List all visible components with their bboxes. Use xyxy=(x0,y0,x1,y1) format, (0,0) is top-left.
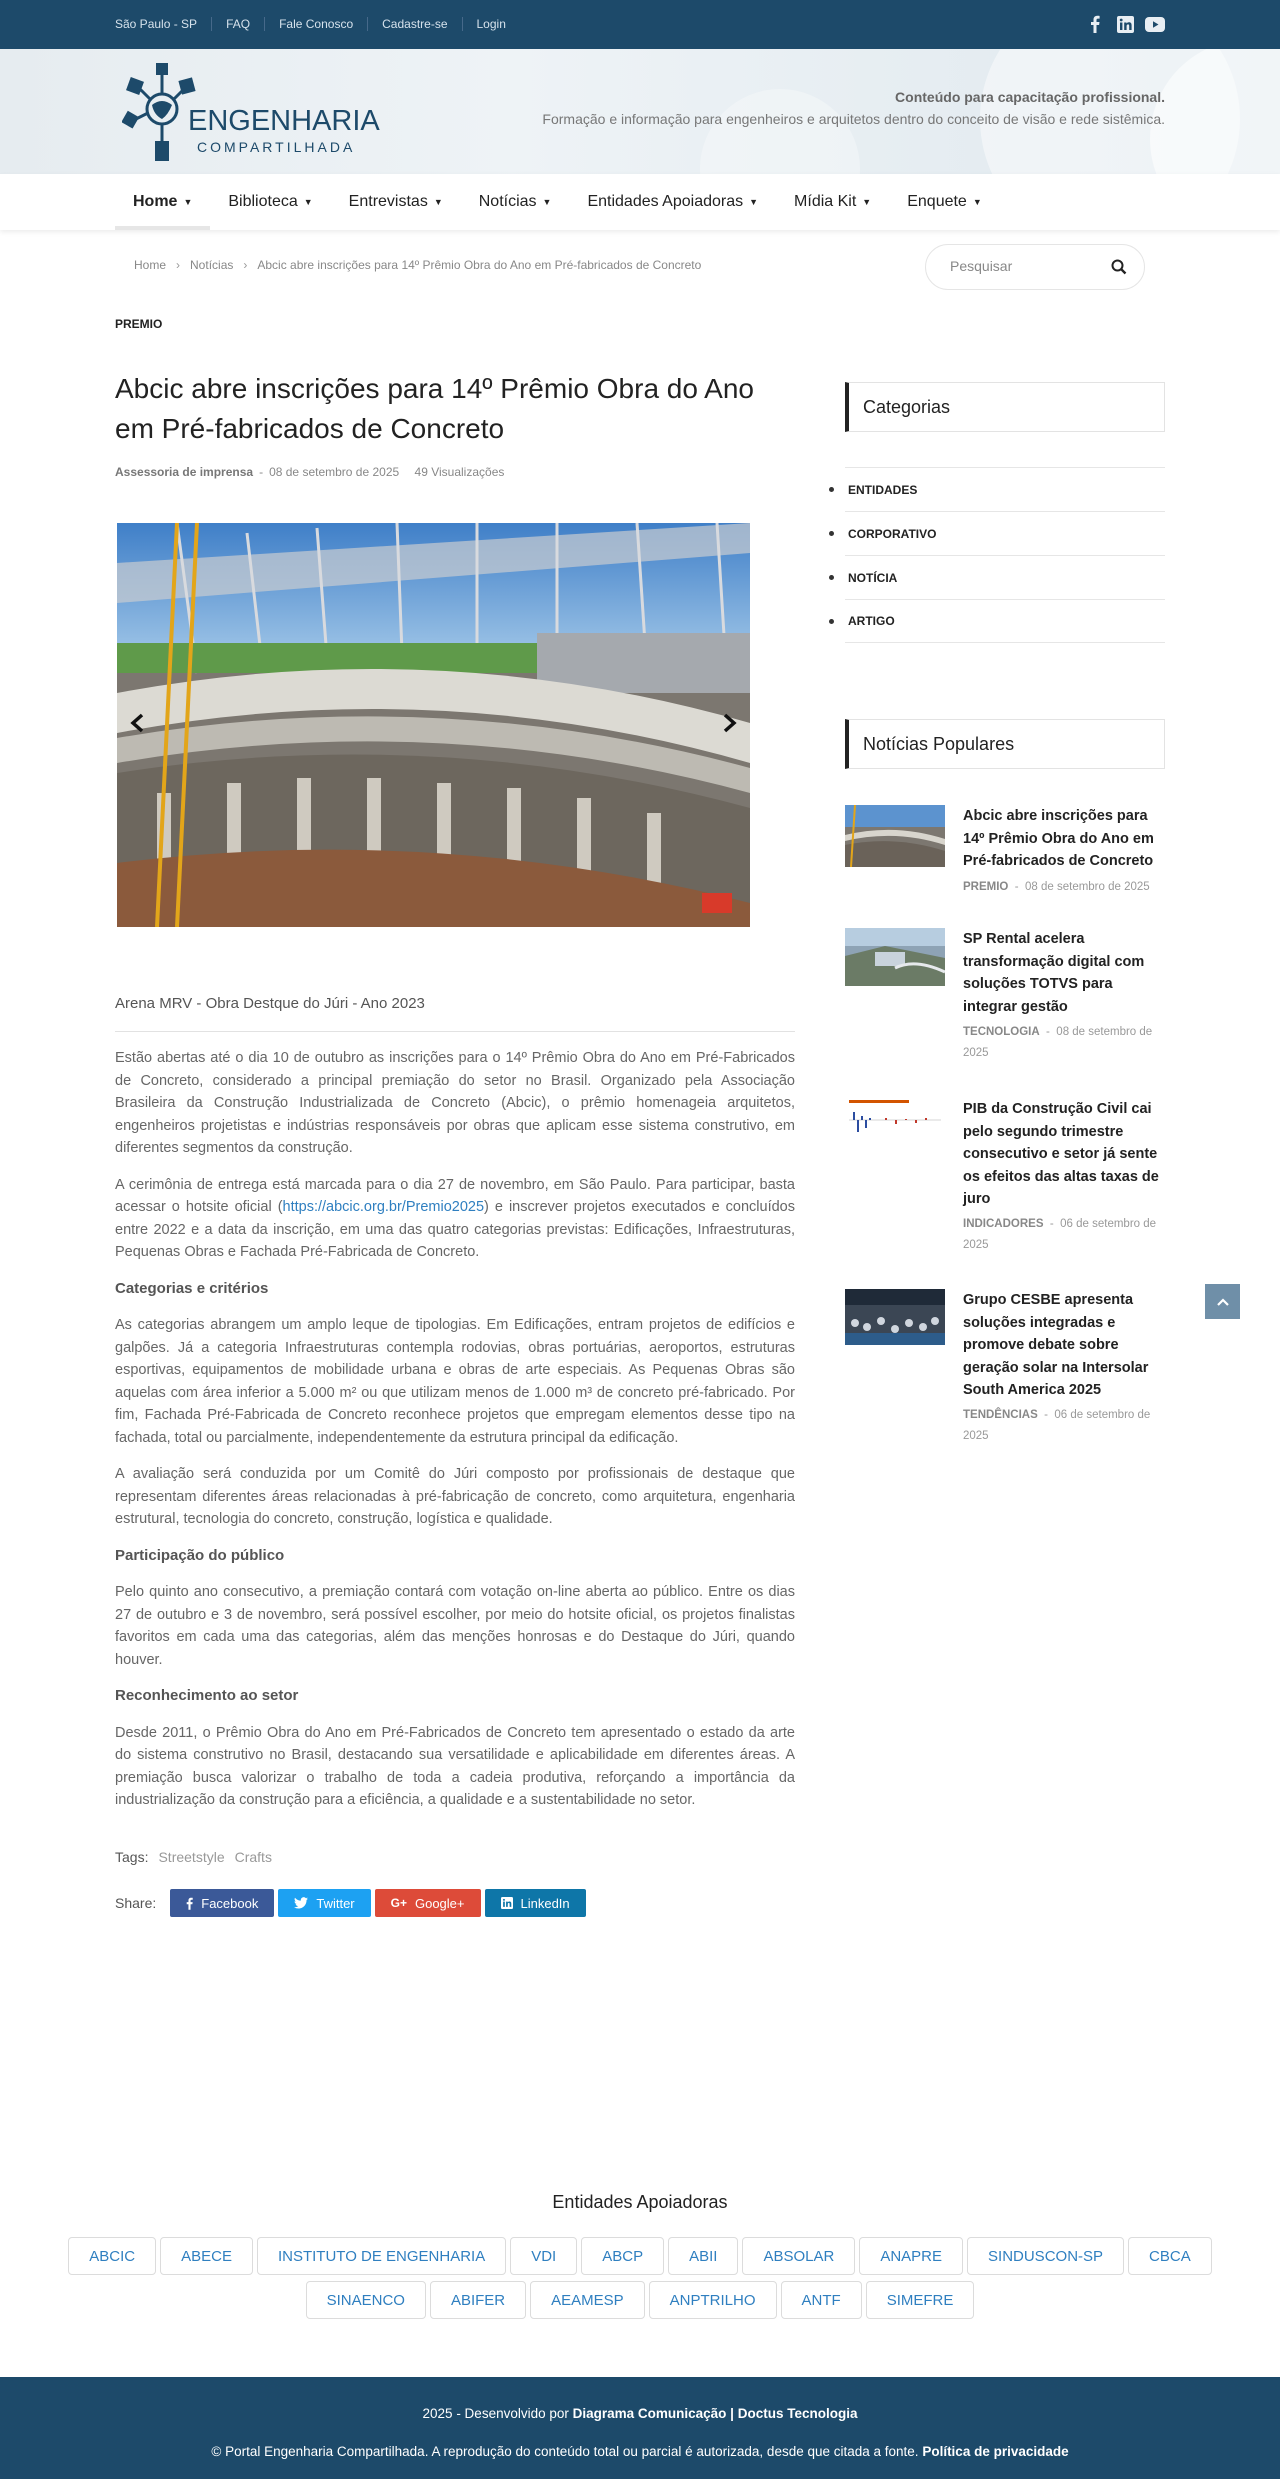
popular-date: 08 de setembro de 2025 xyxy=(963,1026,1153,1059)
breadcrumb-current: Abcic abre inscrições para 14º Prêmio Obra do Ano em Pré-fabricados de Concreto xyxy=(257,258,702,272)
popular-meta: TECNOLOGIA - 08 de setembro de 2025 xyxy=(963,1026,1153,1059)
logo-text-sub: COMPARTILHADA xyxy=(197,139,356,155)
popular-thumbnail[interactable] xyxy=(845,1289,945,1345)
category-label: CORPORATIVO xyxy=(848,526,937,541)
paragraph-text: A cerimônia de entrega está marcada para o dia 27 de novembro, em São Paulo. Para participar, basta acessar o hotsite oficial ( xyxy=(115,1176,795,1215)
share-button-label: LinkedIn xyxy=(520,1895,570,1911)
paragraph-text: ) e inscrever projetos executados e concluídos entre 2022 e a data da inscrição, em uma das quatro categorias previstas: Edificações, Infraestruturas, Pequenas Obras e Fachada Pré-Fabricada de Concreto. xyxy=(115,1199,795,1260)
bullet-icon xyxy=(829,575,834,580)
share-google-button[interactable] xyxy=(375,1889,481,1917)
entity-button[interactable]: ABIFER xyxy=(430,2281,526,2319)
entity-button[interactable]: ANTF xyxy=(781,2281,862,2319)
chevron-right-icon: › xyxy=(176,258,181,272)
entity-button[interactable]: SINDUSCON-SP xyxy=(967,2237,1124,2275)
tagline-bold: Conteúdo para capacitação profissional. xyxy=(895,89,1165,105)
entity-button[interactable]: AEAMESP xyxy=(530,2281,645,2319)
popular-category[interactable]: INDICADORES xyxy=(963,1218,1044,1230)
share-label: Share: xyxy=(115,1895,157,1911)
back-to-top-button[interactable] xyxy=(1205,1284,1240,1319)
breadcrumb-home[interactable]: Home xyxy=(134,258,167,272)
top-link-login[interactable]: Login xyxy=(462,17,520,31)
nav-item-label: Biblioteca xyxy=(228,193,298,210)
slider-next-button[interactable] xyxy=(718,708,742,738)
popular-category[interactable]: TECNOLOGIA xyxy=(963,1026,1040,1038)
facebook-icon[interactable] xyxy=(1085,14,1105,34)
chevron-down-icon: ▼ xyxy=(862,197,872,207)
popular-meta: TENDÊNCIAS - 06 de setembro de 2025 xyxy=(963,1409,1151,1442)
entity-button[interactable]: ABSOLAR xyxy=(742,2237,855,2275)
chevron-down-icon: ▼ xyxy=(183,197,193,207)
category-item[interactable] xyxy=(845,555,1165,599)
category-item[interactable] xyxy=(845,511,1165,555)
chevron-down-icon: ▼ xyxy=(749,197,759,207)
footer-credits xyxy=(0,2406,1280,2421)
bullet-icon xyxy=(829,487,834,492)
entity-button[interactable]: VDI xyxy=(510,2237,577,2275)
google-plus-icon: G+ xyxy=(390,1896,407,1910)
logo-text-main: ENGENHARIA xyxy=(188,105,380,137)
article-paragraph xyxy=(115,1174,795,1264)
popular-title[interactable]: Grupo CESBE apresenta soluções integradas e promove debate sobre geração solar na Intersolar South America 2025 xyxy=(963,1292,1149,1398)
article-image-slider[interactable] xyxy=(117,523,750,927)
nav-item-biblioteca[interactable] xyxy=(210,174,330,230)
youtube-icon[interactable] xyxy=(1145,14,1165,34)
nav-item-label: Home xyxy=(133,193,178,210)
entity-button[interactable]: ANAPRE xyxy=(859,2237,963,2275)
hotsite-link[interactable]: https://abcic.org.br/Premio2025 xyxy=(282,1199,485,1215)
article-body xyxy=(115,1047,795,1826)
article-meta xyxy=(115,465,504,479)
popular-date: 06 de setembro de 2025 xyxy=(963,1409,1151,1442)
footer-developer-link[interactable]: Diagrama Comunicação | Doctus Tecnologia xyxy=(572,2406,858,2421)
article-category[interactable]: PREMIO xyxy=(115,317,163,331)
social-links xyxy=(1085,14,1165,34)
footer-text: © Portal Engenharia Compartilhada. A reprodução do conteúdo total ou parcial é autorizada, desde que citada a fonte. xyxy=(211,2444,923,2459)
image-caption: Arena MRV - Obra Destque do Júri - Ano 2023 xyxy=(115,995,425,1012)
tagline-text: Formação e informação para engenheiros e arquitetos dentro do conceito de visão e rede sistêmica. xyxy=(542,111,1165,127)
nav-item-label: Mídia Kit xyxy=(794,193,857,210)
top-link-contact[interactable]: Fale Conosco xyxy=(264,17,367,31)
entity-button[interactable]: ANPTRILHO xyxy=(649,2281,777,2319)
twitter-icon xyxy=(294,1897,308,1909)
bullet-icon xyxy=(829,619,834,624)
search-icon[interactable] xyxy=(1110,258,1130,278)
footer-copyright xyxy=(0,2444,1280,2459)
tags-label: Tags: xyxy=(115,1849,149,1865)
share-bar xyxy=(115,1889,586,1917)
top-links xyxy=(115,17,520,31)
share-button-label: Twitter xyxy=(316,1895,355,1911)
breadcrumb xyxy=(134,258,701,272)
entities-title: Entidades Apoiadoras xyxy=(552,2192,728,2212)
section-heading: Reconhecimento ao setor xyxy=(115,1687,299,1704)
article-paragraph: A avaliação será conduzida por um Comitê do Júri composto por profissionais de destaque que representam diferentes áreas relacionadas à pré-fabricação de concreto, como arquitetura, engenharia estrutural, tecnologia do concreto, construção, logística e qualidade. xyxy=(115,1466,795,1527)
top-link-faq[interactable]: FAQ xyxy=(211,17,264,31)
search-input[interactable] xyxy=(950,258,1100,274)
nav-item-noticias[interactable] xyxy=(461,174,570,230)
chevron-down-icon: ▼ xyxy=(303,197,313,207)
linkedin-icon[interactable] xyxy=(1115,14,1135,34)
article-paragraph: Pelo quinto ano consecutivo, a premiação contará com votação on-line aberta ao público. Entre os dias 27 de outubro e 3 de novembro, será possível escolher, por meio do hotsite oficial, os projetos finalistas favoritos em cada uma das categorias, além das menções honrosas e do Destaque do Júri, quando houver. xyxy=(115,1584,795,1668)
entity-button[interactable]: CBCA xyxy=(1128,2237,1212,2275)
chevron-down-icon: ▼ xyxy=(972,197,982,207)
article-paragraph: Estão abertas até o dia 10 de outubro as inscrições para o 14º Prêmio Obra do Ano em Pré-Fabricados de Concreto, considerado a principal premiação do setor no Brasil. Organizado pela Associação Brasileira da Construção Industrializada de Concreto (Abcic), o prêmio homenageia arquitetos, engenheiros projetistas e indústrias responsáveis por obras que aplicam esse sistema construtivo, em diferentes segmentos da construção. xyxy=(115,1050,795,1156)
top-link-location[interactable]: São Paulo - SP xyxy=(115,17,198,31)
category-item[interactable] xyxy=(845,467,1165,511)
chevron-right-icon: › xyxy=(243,258,248,272)
site-logo[interactable] xyxy=(122,61,380,161)
stadium-construction-image xyxy=(117,523,750,927)
header-tagline xyxy=(542,89,1165,127)
share-facebook-button[interactable] xyxy=(170,1889,274,1917)
tag-link[interactable]: Crafts xyxy=(234,1849,272,1865)
meta-separator: - xyxy=(259,465,264,479)
popular-title[interactable]: Abcic abre inscrições para 14º Prêmio Obra do Ano em Pré-fabricados de Concreto xyxy=(963,808,1154,869)
article-author[interactable]: Assessoria de imprensa xyxy=(115,465,254,479)
nav-item-label: Entrevistas xyxy=(348,193,428,210)
site-header xyxy=(0,49,1280,174)
entity-button[interactable]: SINAENCO xyxy=(306,2281,426,2319)
tag-link[interactable]: Streetstyle xyxy=(158,1849,225,1865)
article-paragraph: As categorias abrangem um amplo leque de tipologias. Em Edificações, entram projetos de edifícios e galpões. Já a categoria Infraestruturas contempla rodovias, obras portuárias, aeroportos, estruturas esportivas, equipamentos de mobilidade urbana e obras de arte especiais. As Pequenas Obras são aquelas com área inferior a 5.000 m² ou que utilizam menos de 1.000 m³ de concreto pré-fabricado. Por fim, Fachada Pré-Fabricada de Concreto reconhece projetos que empregam elementos desse tipo na fachada, total ou parcialmente, independentemente da estrutura principal da edificação. xyxy=(115,1317,795,1446)
categories-widget-title: Categorias xyxy=(845,382,1165,432)
nav-item-entidades[interactable] xyxy=(569,174,776,230)
nav-item-label: Enquete xyxy=(907,193,967,210)
popular-thumbnail[interactable] xyxy=(845,928,945,986)
article-paragraph: Desde 2011, o Prêmio Obra do Ano em Pré-Fabricados de Concreto tem apresentado o estado da arte do sistema construtivo no Brasil, destacando sua versatilidade e aplicabilidade em diferentes áreas. A premiação busca valorizar o trabalho de toda a cadeia produtiva, reforçando a importância da industrialização da construção para a eficiência, a qualidade e a sustentabilidade no setor. xyxy=(115,1724,795,1808)
nav-item-enquete[interactable] xyxy=(889,174,1000,230)
nav-item-label: Entidades Apoiadoras xyxy=(587,193,744,210)
popular-title[interactable]: SP Rental acelera transformação digital com soluções TOTVS para integrar gestão xyxy=(963,931,1145,1015)
chevron-up-icon xyxy=(1217,1298,1229,1306)
category-label: ENTIDADES xyxy=(848,482,918,497)
popular-category[interactable]: TENDÊNCIAS xyxy=(963,1409,1038,1421)
bullet-icon xyxy=(829,531,834,536)
top-bar xyxy=(0,0,1280,49)
categories-list xyxy=(845,467,1165,643)
entity-button[interactable]: INSTITUTO DE ENGENHARIA xyxy=(257,2237,506,2275)
popular-widget-title: Notícias Populares xyxy=(845,719,1165,769)
share-button-label: Facebook xyxy=(201,1895,259,1911)
article-date: 08 de setembro de 2025 xyxy=(269,465,400,479)
meta-spacer xyxy=(405,465,408,479)
article-title: Abcic abre inscrições para 14º Prêmio Obra do Ano em Pré-fabricados de Concreto xyxy=(115,373,754,444)
popular-item[interactable] xyxy=(845,1289,1165,1459)
popular-meta: PREMIO - 08 de setembro de 2025 xyxy=(963,881,1150,893)
privacy-policy-link[interactable]: Política de privacidade xyxy=(922,2444,1069,2459)
share-linkedin-button[interactable] xyxy=(485,1889,586,1917)
category-label: NOTÍCIA xyxy=(848,570,898,585)
top-link-register[interactable]: Cadastre-se xyxy=(367,17,461,31)
popular-date: 06 de setembro de 2025 xyxy=(963,1218,1157,1251)
chevron-down-icon: ▼ xyxy=(433,197,443,207)
popular-item[interactable] xyxy=(845,805,1165,905)
nav-item-label: Notícias xyxy=(478,193,537,210)
popular-item[interactable] xyxy=(845,928,1165,1068)
search-box xyxy=(925,244,1145,290)
article-views: 49 Visualizações xyxy=(414,465,505,479)
nav-item-midia-kit[interactable] xyxy=(776,174,889,230)
entities-list xyxy=(60,2237,1220,2319)
popular-title[interactable]: PIB da Construção Civil cai pelo segundo trimestre consecutivo e setor já sente os efeitos das altas taxas de juro xyxy=(963,1101,1159,1207)
section-heading: Categorias e critérios xyxy=(115,1279,269,1297)
category-item[interactable] xyxy=(845,599,1165,643)
category-label: ARTIGO xyxy=(848,614,895,628)
entity-button[interactable]: ABECE xyxy=(160,2237,253,2275)
popular-date: 08 de setembro de 2025 xyxy=(1025,881,1150,893)
facebook-icon xyxy=(186,1897,193,1910)
entity-button[interactable]: ABCP xyxy=(581,2237,664,2275)
site-footer xyxy=(0,2377,1280,2479)
popular-thumbnail[interactable] xyxy=(845,1098,945,1142)
share-button-label: Google+ xyxy=(414,1895,465,1911)
article-tags xyxy=(115,1849,272,1865)
entity-button[interactable]: ABII xyxy=(668,2237,738,2275)
linkedin-icon xyxy=(501,1897,513,1909)
nav-item-entrevistas[interactable] xyxy=(331,174,461,230)
entity-button[interactable]: SIMEFRE xyxy=(866,2281,975,2319)
popular-meta: INDICADORES - 06 de setembro de 2025 xyxy=(963,1218,1157,1251)
footer-text: 2025 - Desenvolvido por xyxy=(422,2406,573,2421)
caption-divider xyxy=(115,1031,795,1032)
nav-item-home[interactable] xyxy=(115,174,210,230)
popular-item[interactable] xyxy=(845,1098,1165,1268)
main-nav xyxy=(0,174,1280,230)
breadcrumb-noticias[interactable]: Notícias xyxy=(190,258,234,272)
popular-category[interactable]: PREMIO xyxy=(963,881,1009,893)
share-twitter-button[interactable] xyxy=(278,1889,370,1917)
entity-button[interactable]: ABCIC xyxy=(68,2237,156,2275)
chevron-down-icon: ▼ xyxy=(542,197,552,207)
popular-thumbnail[interactable] xyxy=(845,805,945,867)
slider-prev-button[interactable] xyxy=(125,708,149,738)
section-heading: Participação do público xyxy=(115,1546,285,1564)
